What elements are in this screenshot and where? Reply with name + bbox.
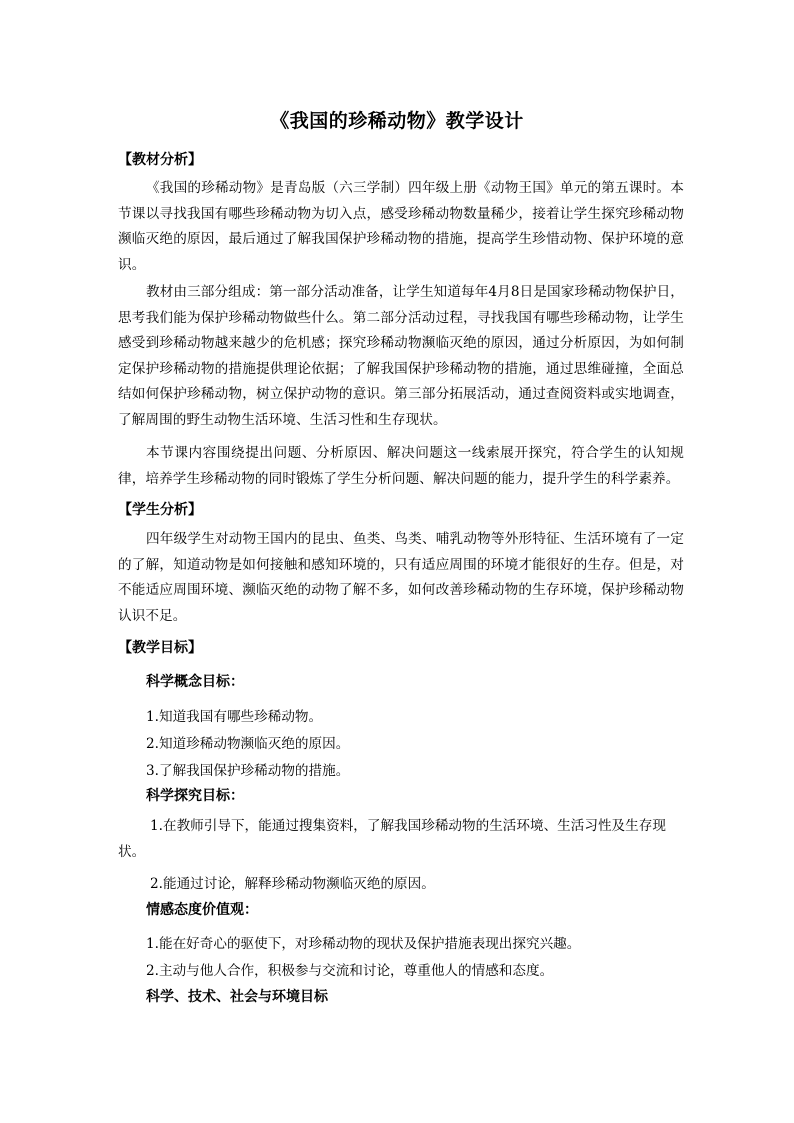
- sub-heading-inquiry-goals: 科学探究目标：: [146, 788, 244, 804]
- sub-heading-concept-goals: 科学概念目标：: [146, 674, 244, 690]
- paragraph-students-1: 四年级学生对动物王国内的昆虫、鱼类、鸟类、哺乳动物等外形特征、生活环境有了一定的了解，知道动物是如何接触和感知环境的，只有适应周围的环境才能很好的生存。但是，对不能适应周围环境、濒临灭绝的动物了解不多，如何改善珍稀动物的生存环境，保护珍稀动物认识不足。: [118, 531, 684, 624]
- concept-goal-item-2: 2.知道珍稀动物濒临灭绝的原因。: [146, 736, 350, 752]
- inquiry-goal-item-2: 2.能通过讨论，解释珍稀动物濒临灭绝的原因。: [150, 876, 435, 892]
- sub-heading-attitude-goals: 情感态度价值观：: [146, 902, 258, 918]
- page-title: 《我国的珍稀动物》教学设计: [270, 110, 524, 132]
- paragraph-textbook-3: 本节课内容围绕提出问题、分析原因、解决问题这一线索展开探究，符合学生的认知规律，培养学生珍稀动物的同时锻炼了学生分析问题、解决问题的能力，提升学生的科学素养。: [118, 445, 684, 487]
- section-heading-textbook: 【教材分析】: [118, 152, 202, 168]
- concept-goal-item-1: 1.知道我国有哪些珍稀动物。: [146, 709, 323, 725]
- paragraph-textbook-1: 《我国的珍稀动物》是青岛版（六三学制）四年级上册《动物王国》单元的第五课时。本节课以寻找我国有哪些珍稀动物为切入点，感受珍稀动物数量稀少，接着让学生探究珍稀动物濒临灭绝的原因，最后通过了解我国保护珍稀动物的措施，提高学生珍惜动物、保护环境的意识。: [118, 180, 684, 273]
- attitude-goal-item-1: 1.能在好奇心的驱使下，对珍稀动物的现状及保护措施表现出探究兴趣。: [146, 936, 581, 952]
- inquiry-goal-item-1: 1.在教师引导下，能通过搜集资料，了解我国珍稀动物的生活环境、生活习性及生存现状。: [118, 818, 666, 860]
- concept-goal-item-3: 3.了解我国保护珍稀动物的措施。: [146, 763, 350, 779]
- section-heading-students: 【学生分析】: [118, 502, 202, 518]
- attitude-goal-item-2: 2.主动与他人合作，积极参与交流和讨论，尊重他人的情感和态度。: [146, 963, 554, 979]
- section-heading-goals: 【教学目标】: [118, 640, 202, 656]
- paragraph-textbook-2: 教材由三部分组成：第一部分活动准备，让学生知道每年4月8日是国家珍稀动物保护日，思考我们能为保护珍稀动物做些什么。第二部分活动过程，寻找我国有哪些珍稀动物，让学生感受到珍稀动物越来越少的危机感；探究珍稀动物濒临灭绝的原因，通过分析原因，为如何制定保护珍稀动物的措施提供理论依据；了解我国保护珍稀动物的措施，通过思维碰撞，全面总结如何保护珍稀动物，树立保护动物的意识。第三部分拓展活动，通过查阅资料或实地调查，了解周围的野生动物生活环境、生活习性和生存现状。: [118, 284, 684, 428]
- sub-heading-sts-goals: 科学、技术、社会与环境目标: [146, 989, 328, 1005]
